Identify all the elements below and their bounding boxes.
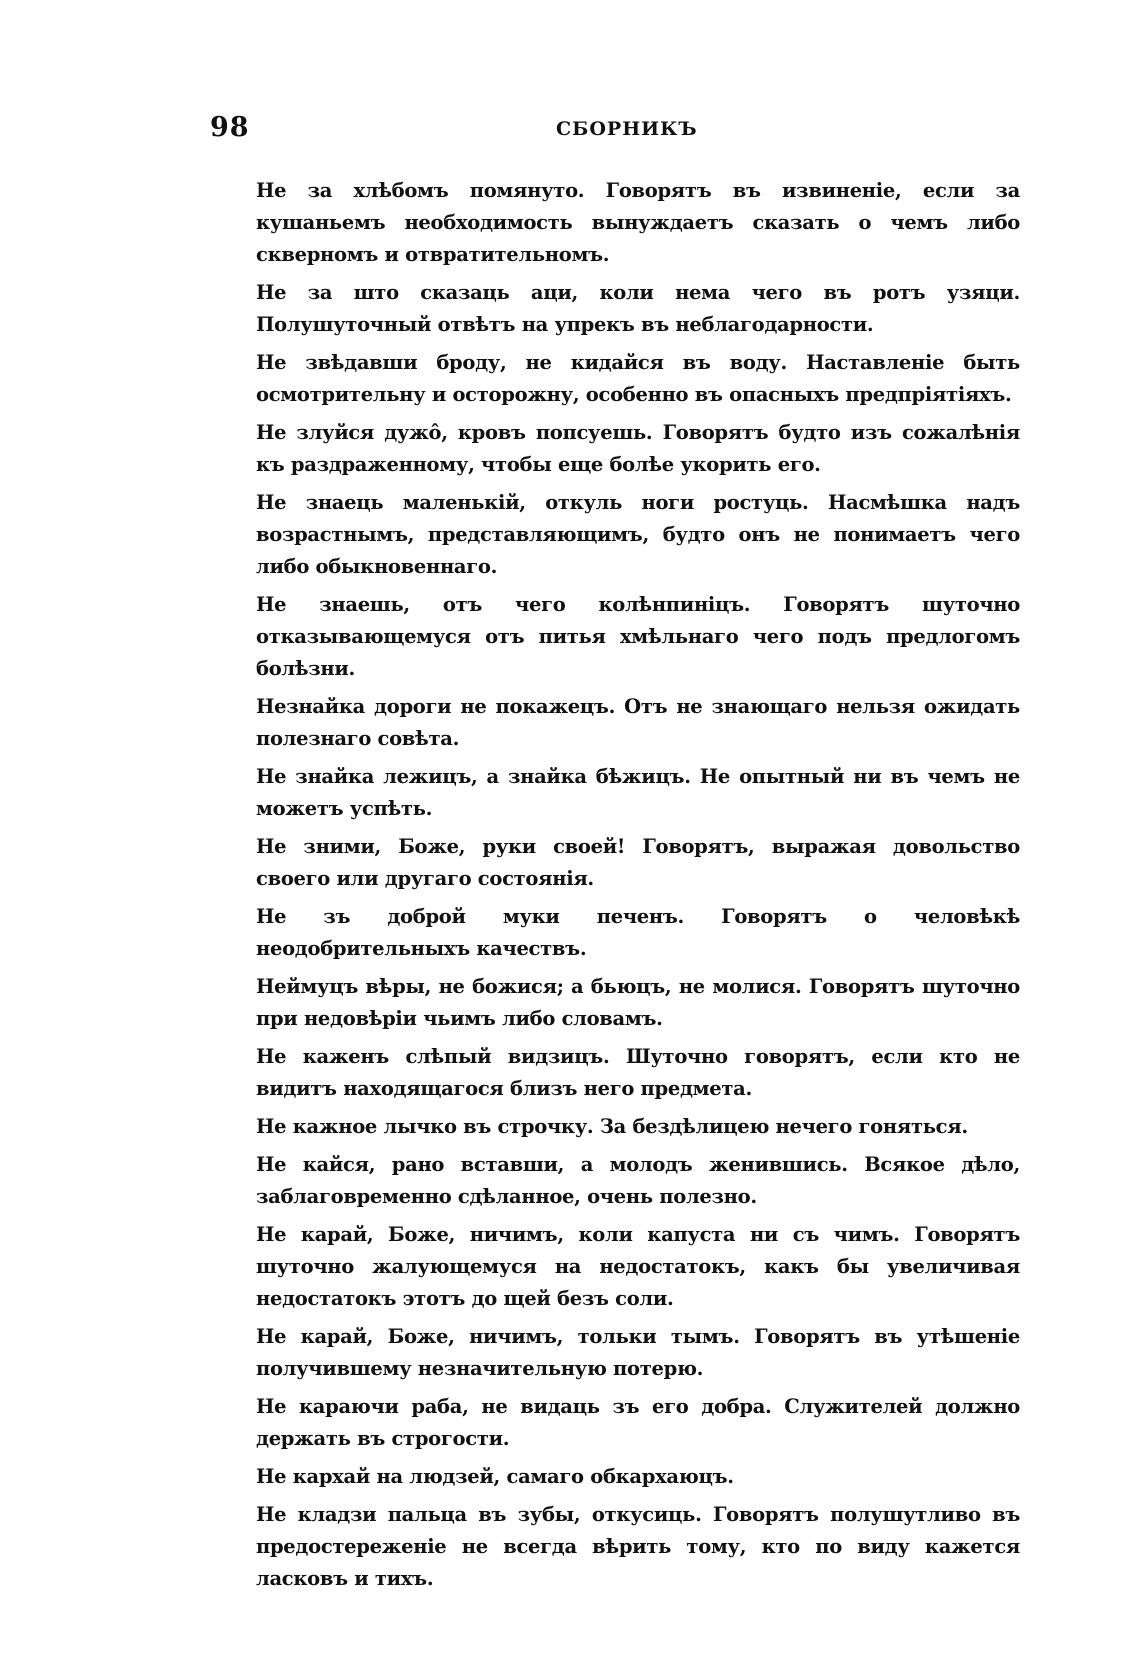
proverb-entry: Не кажное лычко въ строчку. За бездѣлицею нечего гоняться.: [256, 1115, 968, 1138]
proverb-entry: Не караючи раба, не видаць зъ его добра. Служителей должно держать въ строгости.: [256, 1395, 1020, 1450]
proverb-entry: Незнайка дороги не покажецъ. Отъ не знающаго нельзя ожидать полезнаго совѣта.: [256, 695, 1020, 750]
proverb-entry: Не кайся, рано вставши, а молодъ женившись. Всякое дѣло, заблаговременно сдѣланное, очень полезно.: [256, 1153, 1020, 1208]
proverb-entry: Не зъ доброй муки печенъ. Говорятъ о человѣкѣ неодобрительныхъ качествъ.: [256, 905, 1020, 960]
proverb-entry: Не за хлѣбомъ помянуто. Говорятъ въ извиненіе, если за кушаньемъ необходимость вынуждаетъ сказать о чемъ либо скверномъ и отвратительномъ.: [256, 179, 1020, 266]
proverb-entry: Не знайка лежицъ, а знайка бѣжицъ. Не опытный ни въ чемъ не можетъ успѣть.: [256, 765, 1020, 820]
proverb-entry: Не кархай на людзей, самаго обкархаюцъ.: [256, 1465, 734, 1488]
page-number: 98: [210, 112, 250, 143]
proverb-entry: Не каженъ слѣпый видзицъ. Шуточно говорятъ, если кто не видитъ находящагося близъ него предмета.: [256, 1045, 1020, 1100]
proverb-entry: Не знаешь, отъ чего колѣнпиніцъ. Говорятъ шуточно отказывающемуся отъ питья хмѣльнаго чего подъ предлогомъ болѣзни.: [256, 593, 1020, 680]
proverb-entry: Не кладзи пальца въ зубы, откусиць. Говорятъ полушутливо въ предостереженіе не всегда вѣрить тому, кто по виду кажется ласковъ и тихъ.: [256, 1503, 1020, 1590]
proverb-entry: Не знаець маленькій, откуль ноги ростуць. Насмѣшка надъ возрастнымъ, представляющимъ, будто онъ не понимаетъ чего либо обыкновеннаго.: [256, 491, 1020, 578]
proverb-entry: Неймуцъ вѣры, не божися; а бьюцъ, не молися. Говорятъ шуточно при недовѣріи чьимъ либо словамъ.: [256, 975, 1020, 1030]
proverb-entry: Не звѣдавши броду, не кидайся въ воду. Наставленіе быть осмотрительну и осторожну, особенно въ опасныхъ предпріятіяхъ.: [256, 351, 1020, 406]
running-title: СБОРНИКЪ: [556, 118, 698, 140]
proverb-entry: Не за што сказаць аци, коли нема чего въ ротъ узяци. Полушуточный отвѣтъ на упрекъ въ неблагодарности.: [256, 281, 1020, 336]
proverb-list: [256, 175, 1020, 1601]
proverb-entry: Не карай, Боже, ничимъ, тольки тымъ. Говорятъ въ утѣшеніе получившему незначительную потерю.: [256, 1325, 1020, 1380]
proverb-entry: Не злуйся дужô, кровъ попсуешь. Говорятъ будто изъ сожалѣнія къ раздраженному, чтобы еще болѣе укорить его.: [256, 421, 1020, 476]
proverb-entry: Не зними, Боже, руки своей! Говорятъ, выражая довольство своего или другаго состоянія.: [256, 835, 1020, 890]
proverb-entry: Не карай, Боже, ничимъ, коли капуста ни съ чимъ. Говорятъ шуточно жалующемуся на недостатокъ, какъ бы увеличивая недостатокъ этотъ до щей безъ соли.: [256, 1223, 1020, 1310]
